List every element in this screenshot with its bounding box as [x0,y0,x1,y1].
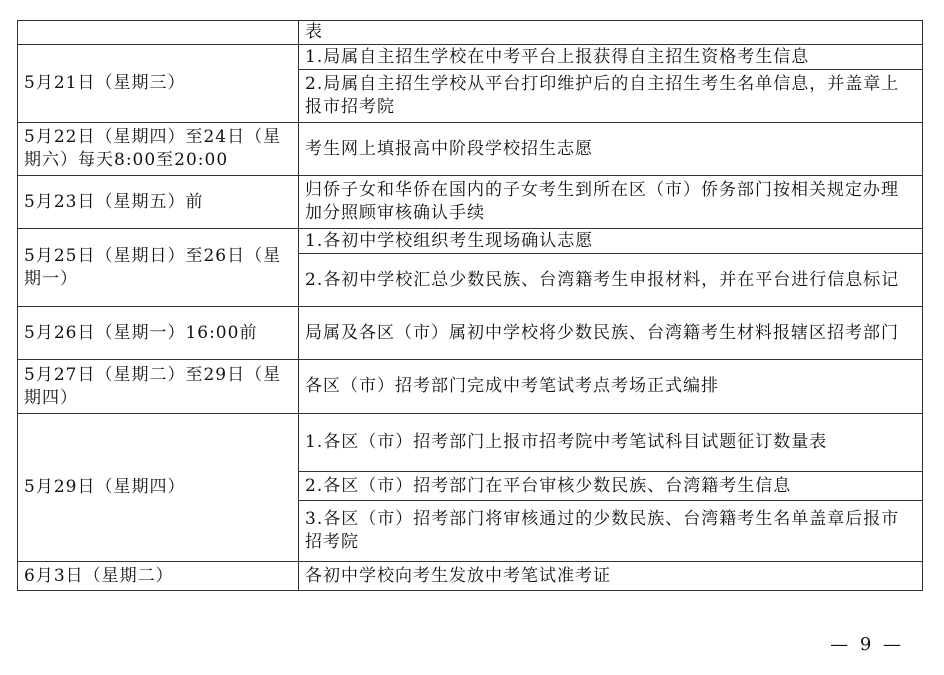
header-date-cell [18,21,299,45]
item-cell: 各初中学校向考生发放中考笔试准考证 [299,562,923,591]
item-cell: 2.各初中学校汇总少数民族、台湾籍考生申报材料，并在平台进行信息标记 [299,254,923,307]
header-item-cell: 表 [299,21,923,45]
table-header-row [18,21,923,45]
date-cell: 5月23日（星期五）前 [18,176,299,229]
table-row [18,45,923,70]
table-row [18,562,923,591]
item-cell: 归侨子女和华侨在国内的子女考生到所在区（市）侨务部门按相关规定办理加分照顾审核确认手续 [299,176,923,229]
item-cell: 2.各区（市）招考部门在平台审核少数民族、台湾籍考生信息 [299,472,923,501]
date-cell: 5月22日（星期四）至24日（星期六）每天8:00至20:00 [18,123,299,176]
item-cell: 3.各区（市）招考部门将审核通过的少数民族、台湾籍考生名单盖章后报市招考院 [299,501,923,562]
table-row [18,414,923,472]
date-cell: 6月3日（星期二） [18,562,299,591]
item-cell: 考生网上填报高中阶段学校招生志愿 [299,123,923,176]
date-cell: 5月27日（星期二）至29日（星期四） [18,360,299,414]
schedule-table [17,20,923,591]
date-cell: 5月29日（星期四） [18,414,299,562]
item-cell: 1.各区（市）招考部门上报市招考院中考笔试科目试题征订数量表 [299,414,923,472]
table-row [18,307,923,360]
date-cell: 5月25日（星期日）至26日（星期一） [18,229,299,307]
page-number: — 9 — [830,634,904,655]
item-cell: 1.局属自主招生学校在中考平台上报获得自主招生资格考生信息 [299,45,923,70]
table-row [18,123,923,176]
table-row [18,176,923,229]
item-cell: 各区（市）招考部门完成中考笔试考点考场正式编排 [299,360,923,414]
date-cell: 5月21日（星期三） [18,45,299,123]
item-cell: 局属及各区（市）属初中学校将少数民族、台湾籍考生材料报辖区招考部门 [299,307,923,360]
item-cell: 2.局属自主招生学校从平台打印维护后的自主招生考生名单信息，并盖章上报市招考院 [299,70,923,123]
date-cell: 5月26日（星期一）16:00前 [18,307,299,360]
table-row [18,229,923,254]
item-cell: 1.各初中学校组织考生现场确认志愿 [299,229,923,254]
table-row [18,360,923,414]
